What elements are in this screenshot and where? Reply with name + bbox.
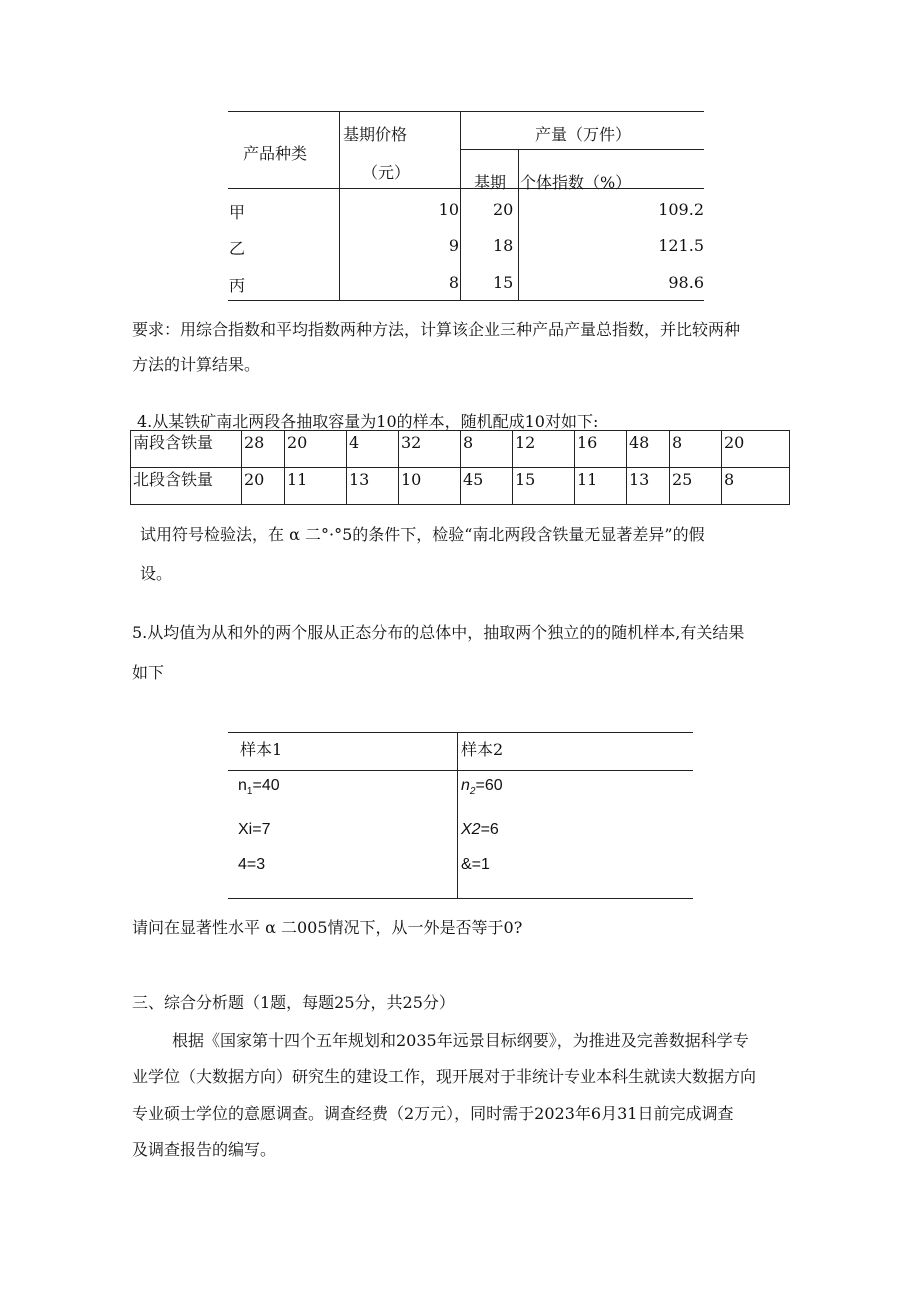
south-value: 20 — [285, 431, 347, 468]
north-value: 13 — [627, 468, 670, 505]
header-base-period: 基期 — [474, 173, 507, 192]
sample1-sd: 4=3 — [238, 856, 266, 873]
section3-paragraph: 根据《国家第十四个五年规划和2035年远景目标纲要》，为推进及完善数据科学专 — [172, 1031, 749, 1050]
header-price-unit: （元） — [362, 163, 411, 182]
table-row — [131, 468, 790, 505]
sample1-mean: Xi=7 — [238, 821, 271, 838]
north-value: 11 — [285, 468, 347, 505]
south-value: 8 — [461, 431, 513, 468]
q4-text: 试用符号检验法，在 α 二°·°5的条件下，检验“南北两段含铁量无显著差异”的假 — [140, 525, 705, 544]
header-individual-index: 个体指数（%） — [520, 173, 632, 192]
section3-paragraph-cont: 及调查报告的编写。 — [132, 1140, 277, 1159]
north-value: 20 — [242, 468, 285, 505]
row-base: 15 — [493, 273, 514, 292]
iron-content-table — [130, 430, 790, 505]
south-value: 48 — [627, 431, 670, 468]
row-index: 109.2 — [658, 200, 704, 219]
south-value: 8 — [670, 431, 722, 468]
south-value: 12 — [513, 431, 575, 468]
section3-paragraph-cont: 专业硕士学位的意愿调查。调查经费（2万元），同时需于2023年6月31日前完成调查 — [132, 1104, 734, 1123]
sample1-n: $n_1=40$ — [238, 777, 280, 798]
north-value: 25 — [670, 468, 722, 505]
row-price: 8 — [448, 273, 459, 292]
requirement-text-cont: 方法的计算结果。 — [132, 355, 261, 374]
row-base: 20 — [493, 200, 514, 219]
sample2-sd: &=1 — [461, 856, 490, 873]
south-label: 南段含铁量 — [131, 431, 242, 468]
table-row — [131, 431, 790, 468]
row-product: 乙 — [229, 239, 246, 258]
row-price: 9 — [448, 236, 459, 255]
row-base: 18 — [493, 236, 514, 255]
q4-text-cont: 设。 — [140, 564, 173, 583]
sample2-n: $n_2=60$ — [461, 777, 503, 798]
north-value: 8 — [722, 468, 790, 505]
sample2-mean: X2=6 — [461, 821, 499, 838]
sample2-header: 样本2 — [461, 740, 504, 759]
south-value: 4 — [347, 431, 399, 468]
south-value: 16 — [575, 431, 627, 468]
header-base-price: 基期价格 — [343, 125, 408, 144]
header-product-type: 产品种类 — [243, 144, 308, 163]
q5-title-cont: 如下 — [132, 663, 165, 682]
row-product: 甲 — [229, 203, 246, 222]
south-value: 20 — [722, 431, 790, 468]
row-index: 98.6 — [668, 273, 704, 292]
north-value: 13 — [347, 468, 399, 505]
north-value: 11 — [575, 468, 627, 505]
row-product: 丙 — [229, 276, 246, 295]
north-value: 15 — [513, 468, 575, 505]
north-value: 10 — [399, 468, 461, 505]
north-label: 北段含铁量 — [131, 468, 242, 505]
requirement-text: 要求：用综合指数和平均指数两种方法，计算该企业三种产品产量总指数，并比较两种 — [132, 320, 741, 339]
header-output: 产量（万件） — [535, 125, 632, 144]
q4-title: 4.从某铁矿南北两段各抽取容量为10的样本，随机配成10对如下: — [137, 412, 599, 431]
row-price: 10 — [438, 200, 459, 219]
section3-paragraph-cont: 业学位（大数据方向）研究生的建设工作，现开展对于非统计专业本科生就读大数据方向 — [132, 1067, 757, 1086]
row-index: 121.5 — [658, 236, 704, 255]
north-value: 45 — [461, 468, 513, 505]
sample1-header: 样本1 — [240, 740, 283, 759]
section3-heading: 三、综合分析题（1题，每题25分，共25分） — [132, 993, 455, 1012]
south-value: 28 — [242, 431, 285, 468]
q5-question: 请问在显著性水平 α 二005情况下，从一外是否等于0? — [132, 918, 523, 937]
south-value: 32 — [399, 431, 461, 468]
q5-title: 5.从均值为从和外的两个服从正态分布的总体中，抽取两个独立的的随机样本,有关结果 — [132, 623, 745, 642]
